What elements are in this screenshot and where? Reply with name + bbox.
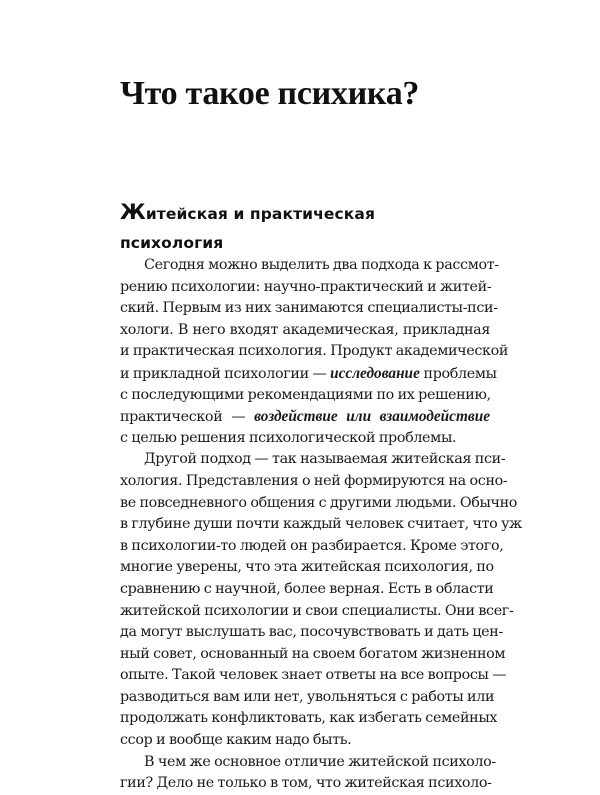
body-line: ве повседневного общения с другими людьми. Обычно [120, 494, 518, 511]
body-line: рению психологии: научно-практический и житей- [120, 278, 492, 295]
body-line: В чем же основное отличие житейской психоло- [144, 753, 496, 770]
body-line: ссор и вообще каким надо быть. [120, 732, 352, 749]
body-line: многие уверены, что эта житейская психология, по [120, 559, 494, 576]
body-line: с целью решения психологической проблемы. [120, 429, 457, 446]
emphasis-research: исследование [330, 364, 420, 382]
body-line: в глубине души почти каждый человек считает, что уж [120, 516, 522, 533]
body-line: продолжать конфликтовать, как избегать семейных [120, 710, 498, 727]
chapter-title: Что такое психика? [120, 75, 420, 112]
section-heading-line-1-text: итейская и практическая [145, 205, 376, 223]
body-line-with-emphasis [120, 406, 490, 428]
body-line-segment: практической — [120, 409, 255, 426]
section-heading [120, 197, 375, 259]
body-line: хология. Представления о ней формируются на осно- [120, 472, 508, 489]
body-line-segment: проблемы [419, 365, 497, 382]
body-line-segment: и прикладной психологии — [120, 365, 331, 382]
body-line: разводиться вам или нет, увольняться с работы или [120, 688, 495, 705]
body-line: да могут выслушать вас, посочувствовать и дать цен- [120, 624, 503, 641]
body-line: и практическая психология. Продукт академической [120, 343, 509, 360]
section-heading-line-1 [120, 197, 375, 228]
body-line: в психологии-то людей он разбирается. Кроме этого, [120, 537, 504, 554]
body-text [120, 255, 522, 795]
body-line: Другой подход — так называемая житейская пси- [144, 451, 506, 468]
body-line: ный совет, основанный на своем богатом жизненном [120, 645, 506, 662]
body-line: гии? Дело не только в том, что житейская психоло- [120, 775, 492, 792]
body-line: опыте. Такой человек знает ответы на все вопросы — [120, 667, 507, 684]
body-line: хологи. В него входят академическая, прикладная [120, 321, 490, 338]
section-heading-drop-cap: Ж [120, 200, 146, 224]
body-line: ский. Первым из них занимаются специалисты-пси- [120, 300, 498, 317]
section-heading-line-2: психология [120, 234, 224, 252]
body-line-with-emphasis [120, 363, 497, 385]
body-line: с последующими рекомендациями по их решению, [120, 386, 491, 403]
body-line: сравнению с научной, более верная. Есть в области [120, 580, 494, 597]
body-line: Сегодня можно выделить два подхода к рассмот- [144, 257, 499, 273]
emphasis-impact-or-interaction: воздействие или взаимодействие [254, 408, 490, 426]
body-line: житейской психологии и свои специалисты. Они всег- [120, 602, 514, 619]
